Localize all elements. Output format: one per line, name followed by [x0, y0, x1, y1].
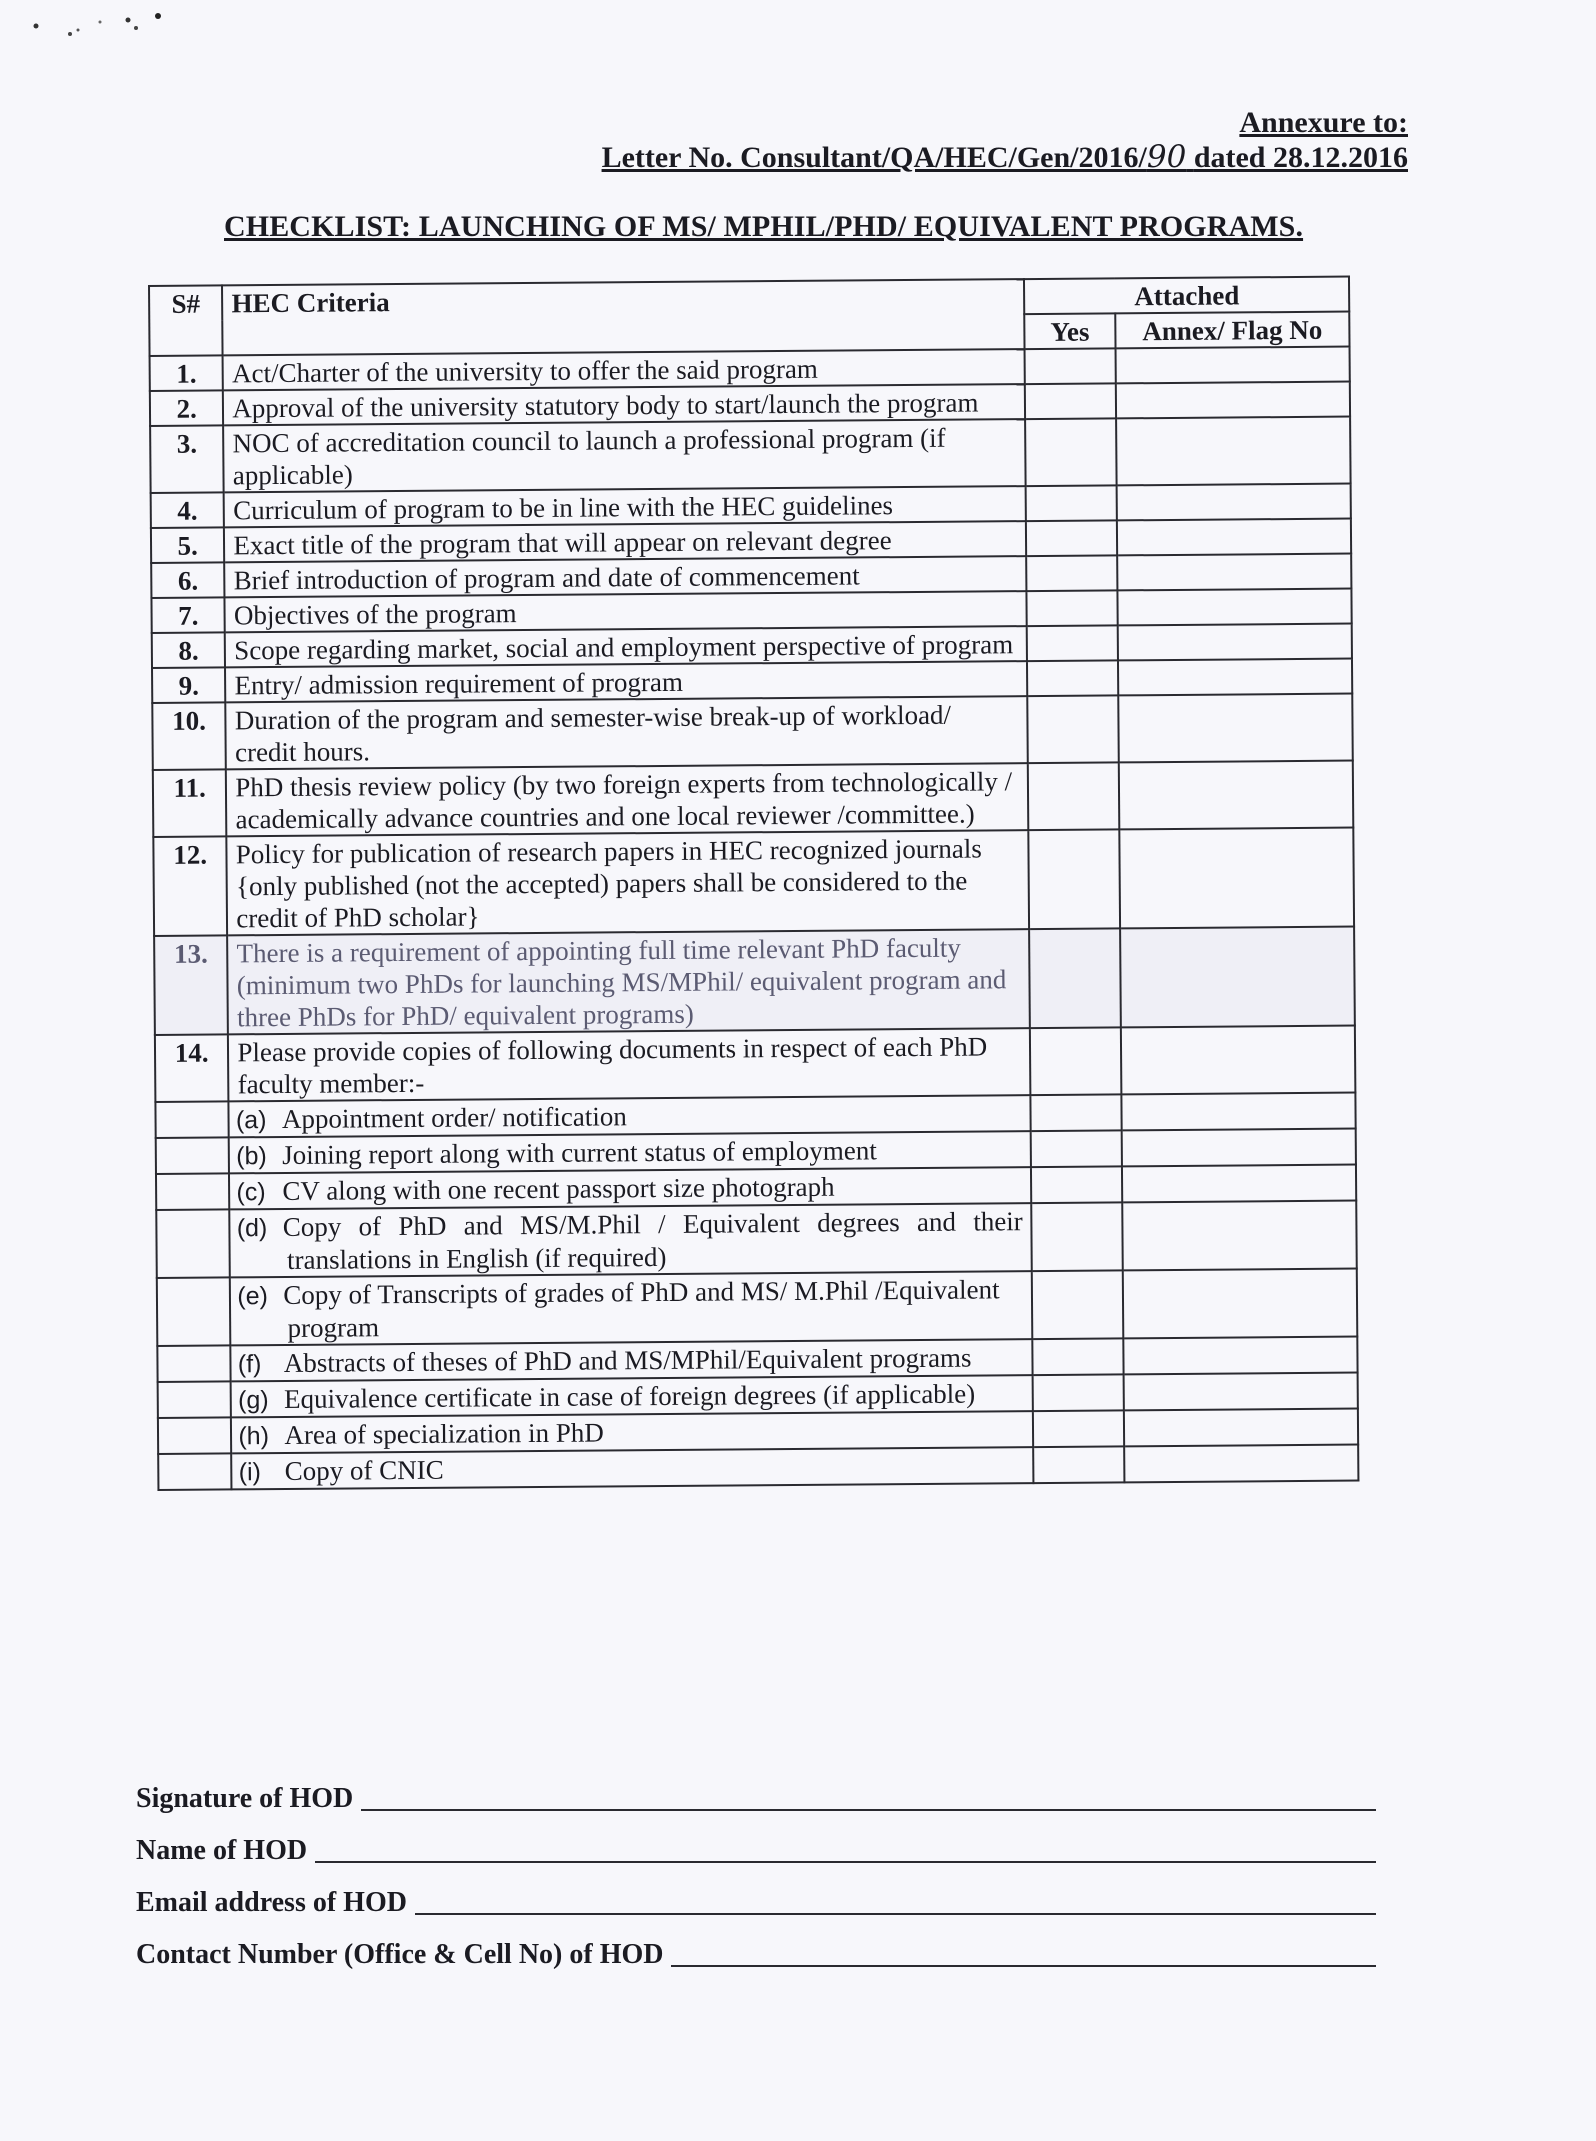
header-sn: S# [149, 285, 223, 356]
subrow-criteria [232, 1447, 1034, 1489]
subrow-letter: (i) [238, 1458, 262, 1487]
row-criteria: Scope regarding market, social and employment perspective of program [225, 626, 1027, 667]
subrow-number-cell [156, 1173, 230, 1210]
subrow-text: Copy of CNIC [284, 1454, 444, 1486]
row-criteria: Objectives of the program [225, 591, 1027, 632]
annex-cell[interactable] [1121, 1026, 1356, 1095]
annex-cell[interactable] [1117, 554, 1351, 591]
yes-cell[interactable] [1033, 1338, 1124, 1375]
row-criteria: Duration of the program and semester-wise break-up of workload/ credit hours. [226, 696, 1029, 769]
yes-cell[interactable] [1026, 520, 1117, 556]
yes-cell[interactable] [1027, 555, 1118, 591]
row-number: 13. [154, 935, 228, 1035]
signature-row [136, 1763, 1376, 1815]
subrow-letter: (h) [238, 1422, 270, 1451]
subrow-text: Appointment order/ notification [281, 1101, 627, 1134]
header-criteria: HEC Criteria [222, 279, 1025, 355]
scan-specks [30, 8, 180, 48]
contact-field[interactable] [671, 1963, 1376, 1967]
table-subrow [156, 1201, 1356, 1278]
annex-cell[interactable] [1116, 417, 1351, 486]
annex-cell[interactable] [1120, 927, 1355, 1028]
subrow-criteria [230, 1271, 1033, 1345]
subrow-number-cell [157, 1277, 231, 1346]
annex-cell[interactable] [1124, 1409, 1358, 1447]
name-row [136, 1815, 1376, 1867]
name-field[interactable] [315, 1859, 1376, 1863]
subrow-letter: (e) [237, 1282, 268, 1311]
row-criteria: Approval of the university statutory body to start/launch the program [223, 384, 1025, 425]
yes-cell[interactable] [1030, 1027, 1121, 1095]
annex-cell[interactable] [1123, 1373, 1357, 1411]
email-label: Email address of HOD [136, 1887, 407, 1918]
subrow-letter: (d) [236, 1214, 268, 1243]
yes-cell[interactable] [1025, 348, 1116, 384]
row-criteria: Brief introduction of program and date of commencement [225, 556, 1027, 597]
annex-cell[interactable] [1123, 1337, 1357, 1375]
row-criteria: Entry/ admission requirement of program [225, 661, 1027, 702]
yes-cell[interactable] [1029, 928, 1120, 1028]
email-row [136, 1867, 1376, 1919]
yes-cell[interactable] [1031, 1094, 1122, 1131]
yes-cell[interactable] [1027, 625, 1118, 661]
row-criteria: NOC of accreditation council to launch a professional program (if applicable) [223, 419, 1026, 492]
subrow-number-cell [158, 1453, 232, 1490]
yes-cell[interactable] [1027, 590, 1118, 626]
row-criteria: There is a requirement of appointing full time relevant PhD faculty (minimum two PhDs for launching MS/MPhil/ equivalent program and three PhDs for PhD/ equivalent programs) [227, 929, 1030, 1034]
yes-cell[interactable] [1025, 418, 1116, 486]
yes-cell[interactable] [1031, 1130, 1122, 1167]
table-row [153, 828, 1354, 936]
row-number: 9. [152, 667, 226, 703]
row-number: 14. [155, 1034, 229, 1102]
annex-cell[interactable] [1117, 589, 1351, 626]
subrow-letter: (b) [236, 1142, 267, 1171]
letter-prefix: Letter No. Consultant/QA/HEC/Gen/2016/ [601, 141, 1147, 174]
annex-cell[interactable] [1121, 1093, 1355, 1131]
table-row [155, 1026, 1355, 1102]
letter-reference [602, 139, 1408, 175]
letter-dated: dated [1193, 141, 1266, 174]
subrow-number-cell [156, 1137, 230, 1174]
contact-row [136, 1919, 1376, 1971]
letter-date: 28.12.2016 [1273, 141, 1408, 174]
email-field[interactable] [415, 1911, 1376, 1915]
row-number: 12. [153, 836, 227, 936]
row-number: 4. [151, 492, 225, 528]
row-criteria: Exact title of the program that will appear on relevant degree [224, 521, 1026, 562]
subrow-text: Equivalence certificate in case of foreign degrees (if applicable) [283, 1378, 976, 1414]
yes-cell[interactable] [1029, 829, 1120, 929]
subrow-criteria [230, 1203, 1033, 1277]
row-number: 3. [150, 425, 224, 493]
subrow-text: Copy of Transcripts of grades of PhD and MS/ M.Phil /Equivalent program [283, 1274, 1000, 1343]
subrow-text: Copy of PhD and MS/M.Phil / Equivalent degrees and their translations in English (if required) [282, 1206, 1023, 1275]
subrow-letter: (c) [236, 1178, 266, 1207]
annex-cell[interactable] [1116, 382, 1350, 419]
annex-cell[interactable] [1121, 1129, 1355, 1167]
annex-cell[interactable] [1124, 1445, 1358, 1483]
header-annex: Annex/ Flag No [1115, 312, 1349, 349]
annex-cell[interactable] [1119, 828, 1354, 929]
checklist-table [148, 276, 1359, 1491]
table-row [153, 761, 1353, 837]
name-label: Name of HOD [136, 1835, 308, 1866]
subrow-number-cell [158, 1417, 232, 1454]
annex-cell[interactable] [1122, 1201, 1357, 1271]
yes-cell[interactable] [1032, 1202, 1123, 1271]
row-number: 7. [151, 597, 225, 633]
subrow-number-cell [157, 1345, 231, 1382]
row-number: 2. [150, 390, 224, 426]
subrow-number-cell [158, 1381, 232, 1418]
yes-cell[interactable] [1032, 1270, 1123, 1339]
header-attached: Attached [1024, 277, 1349, 315]
table-row [154, 927, 1355, 1035]
subrow-text: Abstracts of theses of PhD and MS/MPhil/Equivalent programs [283, 1342, 972, 1378]
yes-cell[interactable] [1034, 1446, 1125, 1483]
row-number: 8. [152, 632, 226, 668]
annex-cell[interactable] [1123, 1269, 1358, 1339]
annex-cell[interactable] [1118, 694, 1353, 763]
yes-cell[interactable] [1026, 485, 1117, 521]
subrow-number-cell [155, 1101, 229, 1138]
yes-cell[interactable] [1027, 660, 1118, 696]
subrow-text: Area of specialization in PhD [284, 1417, 604, 1450]
annex-cell[interactable] [1118, 659, 1352, 696]
subrow-text: Joining report along with current status of employment [282, 1135, 877, 1170]
row-criteria: Act/Charter of the university to offer the said program [223, 349, 1025, 390]
subrow-letter: (f) [237, 1350, 262, 1379]
subrow-number-cell [156, 1209, 230, 1278]
table-subrow [157, 1269, 1357, 1346]
row-number: 1. [150, 355, 224, 391]
row-criteria: Curriculum of program to be in line with the HEC guidelines [224, 486, 1026, 527]
annex-cell[interactable] [1118, 624, 1352, 661]
subrow-letter: (a) [235, 1106, 267, 1135]
row-number: 5. [151, 527, 225, 563]
annex-cell[interactable] [1122, 1165, 1356, 1203]
annex-cell[interactable] [1115, 347, 1349, 384]
letter-number-handwritten: 90 [1146, 139, 1187, 175]
table-row [152, 694, 1352, 770]
contact-label: Contact Number (Office & Cell No) of HOD [136, 1939, 664, 1970]
row-number: 6. [151, 562, 225, 598]
subrow-text: CV along with one recent passport size photograph [282, 1171, 835, 1206]
signature-field[interactable] [361, 1807, 1376, 1811]
row-criteria: Please provide copies of following documents in respect of each PhD faculty member:- [228, 1028, 1031, 1101]
row-criteria: Policy for publication of research papers in HEC recognized journals {only published (not the accepted) papers shall be considered to the credit of PhD scholar} [227, 830, 1030, 935]
row-number: 11. [153, 769, 227, 837]
yes-cell[interactable] [1028, 695, 1119, 763]
table-row [150, 417, 1350, 493]
checklist-title: CHECKLIST: LAUNCHING OF MS/ MPHIL/PHD/ EQUIVALENT PROGRAMS. [224, 210, 1304, 243]
yes-cell[interactable] [1028, 762, 1119, 830]
yes-cell[interactable] [1033, 1374, 1124, 1411]
annex-cell[interactable] [1119, 761, 1354, 830]
yes-cell[interactable] [1033, 1410, 1124, 1447]
subrow-letter: (g) [238, 1386, 269, 1415]
yes-cell[interactable] [1031, 1166, 1122, 1203]
annexure-label: Annexure to: [1239, 106, 1408, 139]
signature-label: Signature of HOD [136, 1783, 354, 1814]
yes-cell[interactable] [1025, 383, 1116, 419]
annex-cell[interactable] [1116, 484, 1350, 521]
hod-details-block [136, 1763, 1376, 1971]
annex-cell[interactable] [1117, 519, 1351, 556]
header-yes: Yes [1025, 313, 1116, 349]
row-criteria: PhD thesis review policy (by two foreign experts from technologically / academically advance countries and one local reviewer /committee.) [226, 763, 1029, 836]
row-number: 10. [152, 702, 226, 770]
